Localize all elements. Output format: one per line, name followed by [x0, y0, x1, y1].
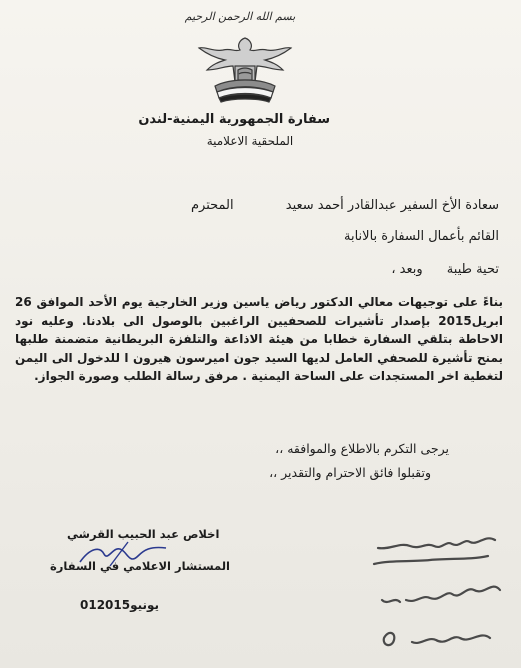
basmala: بسم الله الرحمن الرحيم	[184, 10, 296, 23]
addressee-title: سعادة الأخ السفير عبدالقادر أحمد سعيد	[285, 198, 499, 213]
addressee-line	[191, 198, 499, 213]
handwritten-approval-note	[360, 520, 510, 660]
greeting-line	[391, 262, 499, 277]
addressee-honorific: المحترم	[191, 198, 234, 213]
letter-date: 01يونيو2015	[80, 598, 160, 612]
embassy-name: سفارة الجمهورية اليمنية-لندن	[138, 112, 330, 127]
greeting-part-2: وبعد ،	[391, 262, 423, 277]
signer-position: المستشار الاعلامي في السفارة	[50, 559, 230, 573]
greeting-part-1: تحية طيبة	[446, 262, 499, 277]
letter-body: بناءً على توجيهات معالي الدكتور رياض ياسين وزير الخارجية يوم الأحد الموافق 26 ابريل2015 بإصدار تأشيرات للصحفيين الراغبين بالوصول الى بلادنا. وعليه نود الاحاطة بتلقي السفارة خطابا من هيئة الاذاعة والتلفزة البريطانية متضمنة طلبها بمنح تأشيرة للصحفي العامل لديها السيد جون اميرسون هيرون ا للدخول الى اليمن لتغطية اخر المستجدات على الساحة اليمنية . مرفق رسالة الطلب وصورة الجواز.	[15, 295, 503, 383]
addressee-role: القائم بأعمال السفارة بالانابة	[344, 229, 499, 244]
closing-regards: وتقبلوا فائق الاحترام والتقدير ،،	[269, 465, 431, 480]
signer-name: اخلاص عبد الحبيب القرشي	[67, 527, 220, 541]
closing-request: يرجى التكرم بالاطلاع والموافقه ،،	[275, 441, 449, 456]
department-name: الملحقية الاعلامية	[206, 134, 294, 148]
yemen-emblem-icon	[195, 30, 295, 105]
